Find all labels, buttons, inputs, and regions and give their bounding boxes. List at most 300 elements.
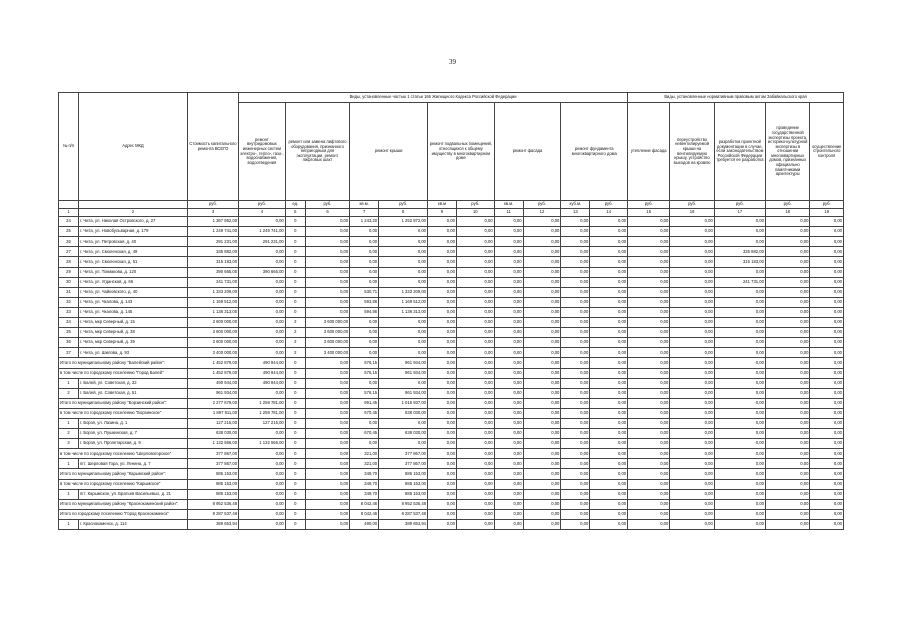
value-cell: 0,00 — [239, 277, 286, 287]
value-cell: 1 249 741,00 — [187, 227, 238, 237]
value-cell: 0,00 — [494, 499, 523, 509]
summary-label: Итого по муниципальному району "Карымский район": — [59, 469, 188, 479]
value-cell: 0,00 — [523, 418, 561, 428]
column-number: 11 — [494, 209, 523, 217]
value-cell: 0,00 — [810, 509, 844, 519]
value-cell: 0,00 — [239, 217, 286, 227]
column-number: 4 — [239, 209, 286, 217]
value-cell: 0 — [285, 247, 305, 257]
row-number: 30 — [59, 277, 79, 287]
value-cell: 0,00 — [239, 338, 286, 348]
value-cell: 0,00 — [428, 307, 457, 317]
value-cell: 0,00 — [714, 328, 765, 338]
value-cell: 0,00 — [350, 348, 379, 358]
row-address: г. Чита, ул. Смоленская, д. 51 — [79, 257, 188, 267]
value-cell: 0,00 — [714, 388, 765, 398]
value-cell: 0,00 — [239, 328, 286, 338]
value-cell: 0,00 — [456, 318, 494, 328]
row-number: 31 — [59, 287, 79, 297]
value-cell: 0,00 — [428, 358, 457, 368]
value-cell: 0,00 — [239, 519, 286, 529]
row-address: г. Чита, ул. Токмакова, д. 120 — [79, 267, 188, 277]
value-cell: 0 — [285, 489, 305, 499]
value-cell: 8 952 536,48 — [379, 499, 428, 509]
value-cell: 530,71 — [350, 287, 379, 297]
value-cell: 0,00 — [765, 338, 809, 348]
value-cell: 0,00 — [628, 348, 670, 358]
value-cell: 0,00 — [456, 439, 494, 449]
table-row — [59, 338, 844, 348]
value-cell: 0,00 — [456, 429, 494, 439]
value-cell: 0,00 — [523, 237, 561, 247]
value-cell: 0,00 — [305, 459, 349, 469]
value-cell: 0,00 — [628, 217, 670, 227]
value-cell: 0,00 — [239, 257, 286, 267]
value-cell: 0 — [285, 439, 305, 449]
table-row — [59, 227, 844, 237]
value-cell: 0 — [285, 237, 305, 247]
value-cell: 0,00 — [590, 227, 628, 237]
value-cell: 0,00 — [305, 509, 349, 519]
value-cell: 0,00 — [590, 348, 628, 358]
value-cell: 961 934,00 — [379, 368, 428, 378]
value-cell: 0,00 — [428, 388, 457, 398]
row-number: 33 — [59, 307, 79, 317]
value-cell: 0,00 — [765, 227, 809, 237]
value-cell: 0,00 — [523, 277, 561, 287]
value-cell: 1 132 566,00 — [187, 439, 238, 449]
value-cell: 0,00 — [456, 469, 494, 479]
value-cell: 0,00 — [590, 217, 628, 227]
summary-label: Итого по муниципальному району "Балейский район": — [59, 358, 188, 368]
value-cell: 0,00 — [350, 227, 379, 237]
row-number: 1 — [59, 489, 79, 499]
value-cell: 0,00 — [456, 358, 494, 368]
row-address: г. Чита, ул. Петровская, д. 40 — [79, 237, 188, 247]
header-address: Адрес МКД — [79, 93, 188, 201]
value-cell: 0,00 — [561, 388, 590, 398]
value-cell: 0,00 — [810, 418, 844, 428]
value-cell: 349,70 — [350, 479, 379, 489]
row-number: 24 — [59, 217, 79, 227]
value-cell: 0,00 — [765, 368, 809, 378]
value-cell: 0,00 — [670, 297, 714, 307]
value-cell: 0,00 — [379, 247, 428, 257]
unit-cell: руб. — [590, 201, 628, 209]
value-cell: 0,00 — [494, 287, 523, 297]
value-cell: 0,00 — [628, 439, 670, 449]
value-cell: 0,00 — [765, 479, 809, 489]
value-cell: 0 — [285, 368, 305, 378]
value-cell: 0,00 — [628, 459, 670, 469]
value-cell: 0,00 — [765, 247, 809, 257]
value-cell: 0,00 — [590, 368, 628, 378]
value-cell: 0,00 — [379, 237, 428, 247]
value-cell: 0,00 — [456, 328, 494, 338]
value-cell: 2 — [285, 338, 305, 348]
value-cell: 0,00 — [428, 348, 457, 358]
column-number: 17 — [714, 209, 765, 217]
value-cell: 0,00 — [456, 277, 494, 287]
value-cell: 0,00 — [494, 368, 523, 378]
value-cell: 0,00 — [670, 408, 714, 418]
value-cell: 0,00 — [765, 318, 809, 328]
column-number: 6 — [305, 209, 349, 217]
value-cell: 0,00 — [810, 287, 844, 297]
value-cell: 0,00 — [239, 479, 286, 489]
value-cell: 0,00 — [670, 348, 714, 358]
value-cell: 0,00 — [670, 358, 714, 368]
summary-row — [59, 408, 844, 418]
value-cell: 0,00 — [523, 267, 561, 277]
value-cell: 0,00 — [810, 257, 844, 267]
value-cell: 377 867,00 — [379, 459, 428, 469]
value-cell: 0,00 — [561, 287, 590, 297]
unit-cell: руб. — [305, 201, 349, 209]
value-cell: 0 — [285, 408, 305, 418]
column-number: 15 — [628, 209, 670, 217]
value-cell: 0,00 — [379, 348, 428, 358]
row-number: 3 — [59, 439, 79, 449]
row-number: 37 — [59, 348, 79, 358]
value-cell: 0 — [285, 267, 305, 277]
column-number: 3 — [187, 209, 238, 217]
value-cell: 0,00 — [628, 479, 670, 489]
value-cell: 0,00 — [494, 318, 523, 328]
value-cell: 0,00 — [456, 489, 494, 499]
value-cell: 377 867,00 — [187, 459, 238, 469]
value-cell: 0,00 — [561, 408, 590, 418]
value-cell: 0,00 — [765, 439, 809, 449]
value-cell: 0,00 — [670, 237, 714, 247]
value-cell: 0,00 — [494, 227, 523, 237]
value-cell: 1 132 566,00 — [239, 439, 286, 449]
value-cell: 0,00 — [810, 307, 844, 317]
row-address: пгт. Карымское, ул. Братьев Васильевых, д. 21 — [79, 489, 188, 499]
value-cell: 0,00 — [494, 378, 523, 388]
value-cell: 0,00 — [670, 479, 714, 489]
value-cell: 0,00 — [590, 307, 628, 317]
value-cell: 0,00 — [494, 509, 523, 519]
value-cell: 0,00 — [670, 257, 714, 267]
value-cell: 0,00 — [810, 227, 844, 237]
summary-row — [59, 368, 844, 378]
value-cell: 0,00 — [523, 509, 561, 519]
value-cell: 0,00 — [628, 338, 670, 348]
value-cell: 241 731,00 — [714, 277, 765, 287]
value-cell: 885 153,00 — [379, 479, 428, 489]
table-row — [59, 429, 844, 439]
value-cell: 0,00 — [561, 227, 590, 237]
value-cell: 0,00 — [810, 358, 844, 368]
value-cell: 0,00 — [628, 519, 670, 529]
value-cell: 638 030,00 — [379, 408, 428, 418]
value-cell: 1 897 811,00 — [187, 408, 238, 418]
value-cell: 0,00 — [810, 338, 844, 348]
value-cell: 0,00 — [379, 277, 428, 287]
column-number: 2 — [79, 209, 188, 217]
value-cell: 638 030,00 — [187, 429, 238, 439]
value-cell: 0,00 — [350, 418, 379, 428]
summary-label: в том числе по городскому поселению "Карымское" — [59, 479, 188, 489]
value-cell: 0,00 — [494, 217, 523, 227]
header-basement: ремонт подвальных помещений, относящихся к общему имуществу в многоквартирном доме — [428, 103, 495, 201]
value-cell: 0,00 — [494, 358, 523, 368]
value-cell: 8 287 537,48 — [187, 509, 238, 519]
value-cell: 0,00 — [810, 318, 844, 328]
value-cell: 349,70 — [350, 469, 379, 479]
value-cell: 0,00 — [305, 398, 349, 408]
unit-cell: руб. — [714, 201, 765, 209]
value-cell: 0,00 — [765, 509, 809, 519]
value-cell: 0,00 — [523, 479, 561, 489]
column-number: 5 — [285, 209, 305, 217]
value-cell: 0,00 — [714, 489, 765, 499]
value-cell: 0,00 — [428, 267, 457, 277]
row-address: г. Борзя, ул. Пролетарская, д. 9 — [79, 439, 188, 449]
value-cell: 1 452 879,00 — [187, 368, 238, 378]
value-cell: 0,00 — [350, 338, 379, 348]
value-cell: 0,00 — [714, 338, 765, 348]
column-number: 12 — [523, 209, 561, 217]
value-cell: 961 934,00 — [187, 388, 238, 398]
value-cell: 0,00 — [494, 418, 523, 428]
value-cell: 0,00 — [456, 499, 494, 509]
unit-cell: кв.м. — [350, 201, 379, 209]
value-cell: 0,00 — [523, 348, 561, 358]
value-cell: 0,00 — [494, 267, 523, 277]
value-cell: 0,00 — [590, 429, 628, 439]
value-cell: 0,00 — [628, 418, 670, 428]
value-cell: 0,00 — [561, 318, 590, 328]
value-cell: 0,00 — [305, 297, 349, 307]
row-number: 29 — [59, 267, 79, 277]
row-address: г. Чита, ул. Новобульварная, д. 179 — [79, 227, 188, 237]
value-cell: 2 — [285, 318, 305, 328]
value-cell: 0,00 — [590, 287, 628, 297]
value-cell: 0,00 — [590, 358, 628, 368]
value-cell: 0,00 — [523, 247, 561, 257]
value-cell: 0,00 — [810, 388, 844, 398]
row-address: г. Чита, ул. Чкалова, д. 145 — [79, 307, 188, 317]
value-cell: 0,00 — [305, 257, 349, 267]
value-cell: 0,00 — [523, 287, 561, 297]
unit-cell: руб. — [239, 201, 286, 209]
value-cell: 377 867,00 — [187, 449, 238, 459]
table-row — [59, 267, 844, 277]
value-cell: 3 600 000,00 — [305, 318, 349, 328]
value-cell: 885 153,00 — [187, 479, 238, 489]
value-cell: 0,00 — [765, 408, 809, 418]
value-cell: 638 030,00 — [379, 429, 428, 439]
value-cell: 0,00 — [305, 378, 349, 388]
value-cell: 0,00 — [428, 459, 457, 469]
value-cell: 0,00 — [670, 398, 714, 408]
value-cell: 0,00 — [239, 429, 286, 439]
value-cell: 0,00 — [561, 277, 590, 287]
value-cell: 0,00 — [428, 297, 457, 307]
value-cell: 0,00 — [765, 217, 809, 227]
row-address: г. Чита, ул. Шилова, д. 93 — [79, 348, 188, 358]
value-cell: 3 600 000,00 — [305, 328, 349, 338]
header-roof: ремонт крыши — [350, 103, 428, 201]
value-cell: 0 — [285, 469, 305, 479]
value-cell: 335 882,00 — [187, 247, 238, 257]
value-cell: 0,00 — [765, 237, 809, 247]
value-cell: 0,00 — [670, 217, 714, 227]
unit-cell: руб. — [670, 201, 714, 209]
value-cell: 0,00 — [494, 338, 523, 348]
value-cell: 0,00 — [628, 358, 670, 368]
value-cell: 0,00 — [494, 439, 523, 449]
value-cell: 1 169 512,00 — [379, 297, 428, 307]
row-number: 1 — [59, 378, 79, 388]
value-cell: 0,00 — [523, 439, 561, 449]
value-cell: 961 934,00 — [379, 388, 428, 398]
value-cell: 0,00 — [670, 449, 714, 459]
value-cell: 0,00 — [350, 328, 379, 338]
value-cell: 390 665,00 — [187, 267, 238, 277]
value-cell: 0,00 — [456, 287, 494, 297]
value-cell: 0,00 — [305, 499, 349, 509]
value-cell: 0,00 — [561, 297, 590, 307]
value-cell: 0 — [285, 307, 305, 317]
value-cell: 0,00 — [494, 459, 523, 469]
value-cell: 0,00 — [523, 217, 561, 227]
value-cell: 0,00 — [714, 519, 765, 529]
value-cell: 0 — [285, 459, 305, 469]
column-number: 16 — [670, 209, 714, 217]
value-cell: 0,00 — [765, 459, 809, 469]
value-cell: 0 — [285, 509, 305, 519]
value-cell: 0,00 — [561, 489, 590, 499]
value-cell: 0,00 — [239, 318, 286, 328]
value-cell: 0 — [285, 358, 305, 368]
value-cell: 0,00 — [305, 418, 349, 428]
value-cell: 291 231,00 — [187, 237, 238, 247]
value-cell: 0,00 — [239, 388, 286, 398]
value-cell: 0,00 — [428, 237, 457, 247]
value-cell: 0,00 — [765, 328, 809, 338]
summary-row — [59, 499, 844, 509]
value-cell: 0,00 — [590, 418, 628, 428]
unit-cell-empty — [59, 201, 79, 209]
value-cell: 1 249 741,00 — [239, 227, 286, 237]
value-cell: 0,00 — [456, 338, 494, 348]
value-cell: 8 042,46 — [350, 499, 379, 509]
value-cell: 0,00 — [714, 227, 765, 237]
row-number: 28 — [59, 257, 79, 267]
value-cell: 0,00 — [628, 388, 670, 398]
value-cell: 0,00 — [239, 247, 286, 257]
value-cell: 0,00 — [810, 469, 844, 479]
value-cell: 0,00 — [628, 499, 670, 509]
value-cell: 0,00 — [810, 489, 844, 499]
value-cell: 0,00 — [305, 368, 349, 378]
value-cell: 0,00 — [670, 338, 714, 348]
table-row — [59, 318, 844, 328]
row-address: г. Борзя, ул. Пушкинская, д. 7 — [79, 429, 188, 439]
row-number: 27 — [59, 247, 79, 257]
page-number: 39 — [449, 58, 456, 66]
row-number: 34 — [59, 318, 79, 328]
value-cell: 0,00 — [561, 307, 590, 317]
row-address: г. Чита, ул. Чкалова, д. 143 — [79, 297, 188, 307]
value-cell: 0,00 — [590, 479, 628, 489]
value-cell: 1 367 952,00 — [187, 217, 238, 227]
value-cell: 0,00 — [765, 429, 809, 439]
value-cell: 0,00 — [810, 459, 844, 469]
value-cell: 0,00 — [456, 348, 494, 358]
value-cell: 0,00 — [765, 297, 809, 307]
row-number: 1 — [59, 519, 79, 529]
value-cell: 0,00 — [628, 318, 670, 328]
value-cell: 490 944,00 — [239, 378, 286, 388]
value-cell: 0,00 — [239, 287, 286, 297]
column-numbers-row — [59, 209, 844, 217]
row-address: г. Борзя, ул. Лазина, д. 1 — [79, 418, 188, 428]
table-row — [59, 388, 844, 398]
value-cell: 0,00 — [305, 408, 349, 418]
value-cell: 0,00 — [670, 328, 714, 338]
column-number: 19 — [810, 209, 844, 217]
value-cell: 0,00 — [428, 257, 457, 267]
value-cell: 0,00 — [428, 418, 457, 428]
summary-row — [59, 509, 844, 519]
value-cell: 0,00 — [428, 217, 457, 227]
unit-cell-empty — [79, 201, 188, 209]
row-number: 2 — [59, 429, 79, 439]
repair-table-sheet — [58, 92, 844, 629]
value-cell: 0,00 — [428, 408, 457, 418]
table-row — [59, 459, 844, 469]
value-cell: 390 665,00 — [239, 267, 286, 277]
value-cell: 0,00 — [628, 287, 670, 297]
value-cell: 0,00 — [305, 227, 349, 237]
value-cell: 0,00 — [350, 439, 379, 449]
value-cell: 0,00 — [765, 257, 809, 267]
unit-cell: руб. — [628, 201, 670, 209]
value-cell: 0,00 — [670, 227, 714, 237]
header-insulation: утепление фасада — [628, 103, 670, 201]
summary-label: Итого по городскому поселению "Город Краснокаменск" — [59, 509, 188, 519]
value-cell: 885 153,00 — [379, 469, 428, 479]
header-facade: ремонт фасада — [494, 103, 561, 201]
value-cell: 0,00 — [590, 459, 628, 469]
value-cell: 0,00 — [628, 509, 670, 519]
row-number: 2 — [59, 388, 79, 398]
value-cell: 0,00 — [456, 307, 494, 317]
value-cell: 0,00 — [628, 227, 670, 237]
value-cell: 0,00 — [561, 418, 590, 428]
value-cell: 315 183,00 — [187, 257, 238, 267]
value-cell: 0,00 — [523, 328, 561, 338]
value-cell: 0,00 — [456, 257, 494, 267]
value-cell: 0,00 — [765, 358, 809, 368]
value-cell: 0,00 — [628, 247, 670, 257]
value-cell: 0,00 — [428, 318, 457, 328]
value-cell: 0,00 — [428, 469, 457, 479]
value-cell: 0,00 — [428, 429, 457, 439]
value-cell: 1 169 512,00 — [187, 297, 238, 307]
value-cell: 0 — [285, 429, 305, 439]
value-cell: 0,00 — [305, 287, 349, 297]
value-cell: 0,00 — [428, 519, 457, 529]
value-cell: 0,00 — [810, 519, 844, 529]
value-cell: 0,00 — [456, 519, 494, 529]
value-cell: 3 400 000,00 — [305, 348, 349, 358]
value-cell: 0,00 — [714, 358, 765, 368]
